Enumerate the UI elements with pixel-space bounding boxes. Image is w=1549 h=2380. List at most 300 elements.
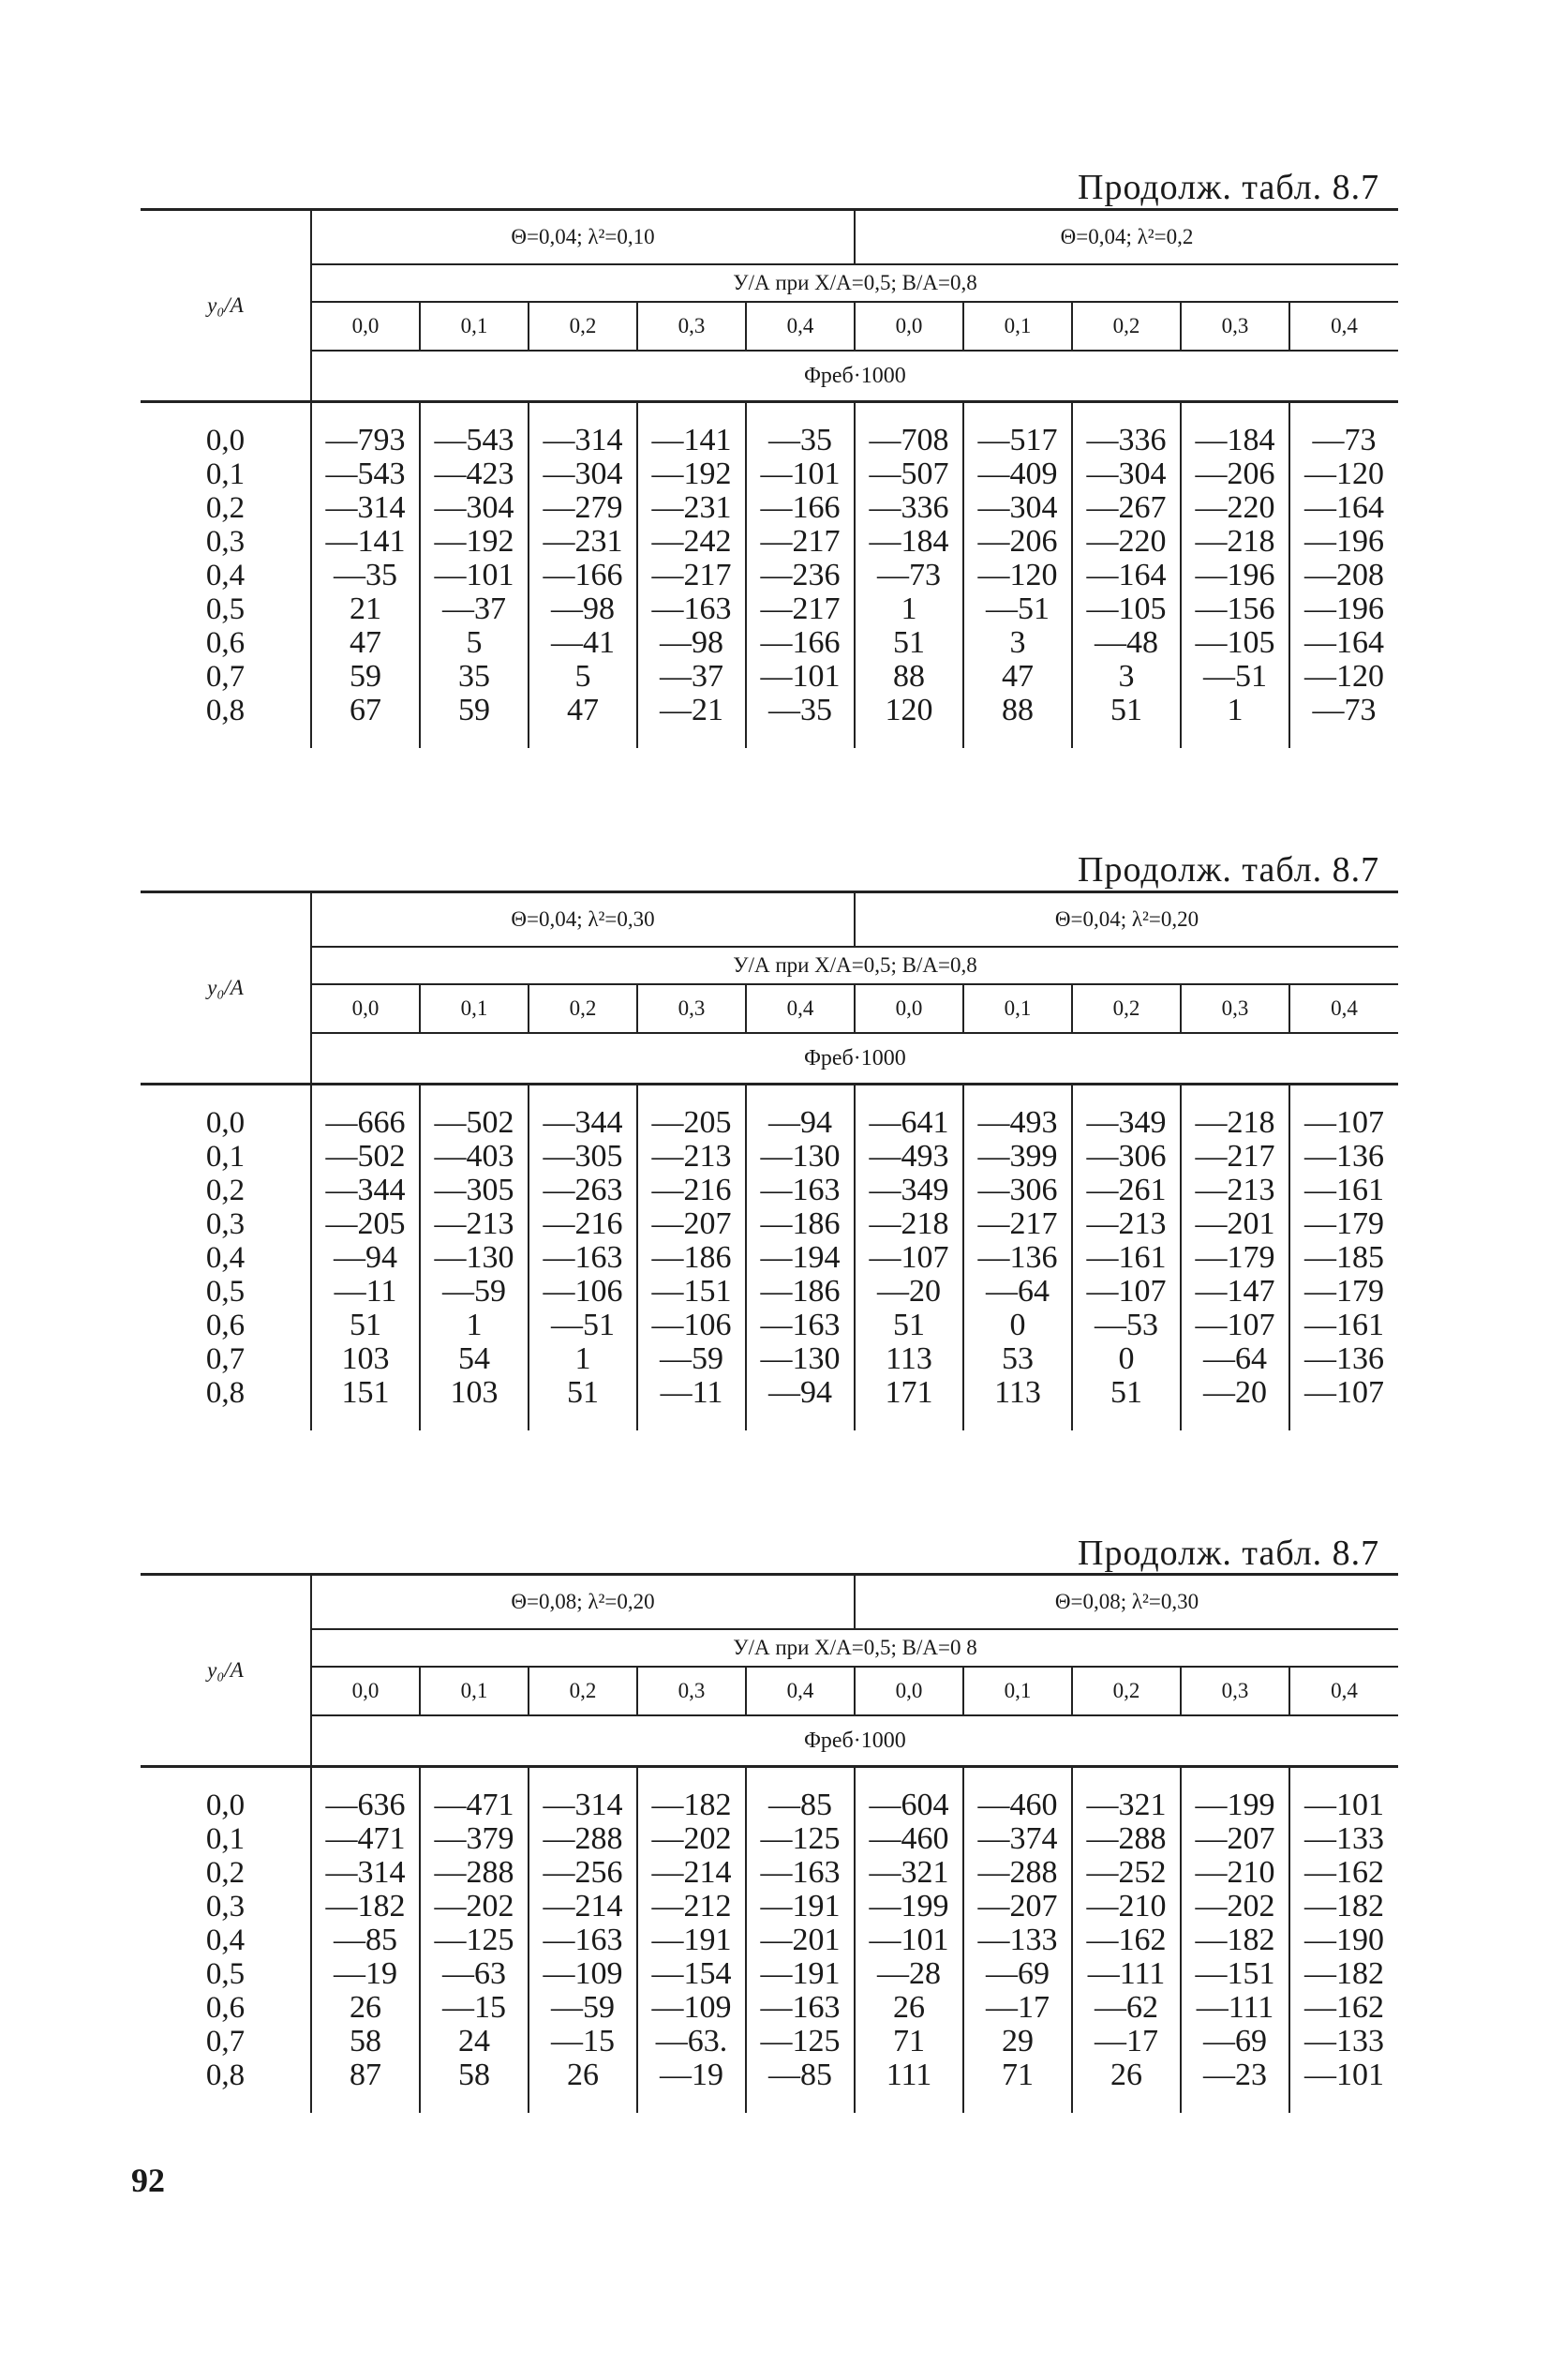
- table-cell: —21: [637, 694, 746, 748]
- table-cell: —708: [855, 403, 963, 457]
- table-cell: —184: [855, 525, 963, 559]
- group-header-right: Θ=0,08; λ²=0,30: [855, 1576, 1398, 1629]
- table-cell: —163: [746, 1309, 855, 1342]
- table-cell: —141: [311, 525, 420, 559]
- row-label: 0,1: [205, 1822, 246, 1856]
- table-cell: —321: [855, 1856, 963, 1890]
- table-cell: —242: [637, 525, 746, 559]
- table-cell: —136: [1289, 1342, 1398, 1376]
- table-cell: —349: [1072, 1085, 1181, 1140]
- table-row: [141, 1342, 1398, 1376]
- table-row: [141, 1207, 1398, 1241]
- table-cell: —304: [529, 457, 637, 491]
- table-cell: —15: [420, 1991, 529, 2025]
- table-cell: —125: [420, 1923, 529, 1957]
- column-header: 0,1: [420, 1667, 529, 1715]
- table-cell: —11: [311, 1275, 420, 1309]
- table-cell: —206: [963, 525, 1072, 559]
- table-cell: 88: [855, 660, 963, 694]
- table-cell: —136: [963, 1241, 1072, 1275]
- table-cell: —304: [420, 491, 529, 525]
- table-cell: —28: [855, 1957, 963, 1991]
- table-cell: 29: [963, 2025, 1072, 2058]
- column-header: 0,2: [1072, 984, 1181, 1033]
- table-cell: —288: [420, 1856, 529, 1890]
- table-row: [141, 626, 1398, 660]
- table-cell: 58: [311, 2025, 420, 2058]
- column-header: 0,3: [637, 1667, 746, 1715]
- table-cell: —141: [637, 403, 746, 457]
- table-cell: —17: [963, 1991, 1072, 2025]
- table-cell: —212: [637, 1890, 746, 1923]
- column-header: 0,0: [855, 302, 963, 351]
- table-cell: —252: [1072, 1856, 1181, 1890]
- table-cell: —201: [746, 1923, 855, 1957]
- table-cell: —202: [420, 1890, 529, 1923]
- table-cell: 1: [855, 592, 963, 626]
- table-cell: —196: [1181, 559, 1289, 592]
- table-cell: —94: [746, 1085, 855, 1140]
- table-cell: 113: [855, 1342, 963, 1376]
- table-cell: 67: [311, 694, 420, 748]
- table-cell: 120: [855, 694, 963, 748]
- table-cell: —162: [1289, 1991, 1398, 2025]
- table-cell: —213: [1181, 1174, 1289, 1207]
- table-cell: —206: [1181, 457, 1289, 491]
- table-cell: 59: [311, 660, 420, 694]
- table-cell: —20: [1181, 1376, 1289, 1430]
- column-header: 0,3: [1181, 984, 1289, 1033]
- column-header: 0,3: [1181, 302, 1289, 351]
- table-cell: —163: [529, 1241, 637, 1275]
- table-cell: —217: [746, 592, 855, 626]
- table-cell: —793: [311, 403, 420, 457]
- table-cell: —73: [1289, 694, 1398, 748]
- table-cell: —202: [1181, 1890, 1289, 1923]
- table-cell: —133: [1289, 2025, 1398, 2058]
- phi-label: Φреб·1000: [311, 1033, 1398, 1085]
- table-cell: —460: [855, 1822, 963, 1856]
- table-cell: 1: [529, 1342, 637, 1376]
- page-number: 92: [131, 2162, 165, 2199]
- table-cell: —336: [855, 491, 963, 525]
- table-cell: —85: [746, 2058, 855, 2113]
- column-header: 0,0: [311, 302, 420, 351]
- table-cell: —217: [746, 525, 855, 559]
- table-cell: 5: [529, 660, 637, 694]
- group-header-left: Θ=0,04; λ²=0,30: [511, 907, 655, 931]
- table-cell: 103: [420, 1376, 529, 1430]
- table-cell: —179: [1181, 1241, 1289, 1275]
- table-row: [141, 2025, 1398, 2058]
- row-label: 0,5: [205, 1957, 246, 1991]
- column-header: 0,3: [637, 302, 746, 351]
- table-cell: 0: [1072, 1342, 1181, 1376]
- table-cell: —166: [529, 559, 637, 592]
- column-header: 0,1: [963, 1667, 1072, 1715]
- table-cell: —111: [1072, 1957, 1181, 1991]
- table-cell: —279: [529, 491, 637, 525]
- table-cell: —107: [1181, 1309, 1289, 1342]
- table-cell: —399: [963, 1140, 1072, 1174]
- row-label: 0,4: [205, 1241, 246, 1275]
- row-label: 0,3: [205, 1207, 246, 1241]
- table-cell: —98: [637, 626, 746, 660]
- table-cell: —218: [1181, 525, 1289, 559]
- table-cell: —256: [529, 1856, 637, 1890]
- table-row: [141, 525, 1398, 559]
- column-header: 0,4: [1289, 1667, 1398, 1715]
- table-cell: 24: [420, 2025, 529, 2058]
- table-cell: —288: [529, 1822, 637, 1856]
- table-cell: —23: [1181, 2058, 1289, 2113]
- row-label: 0,4: [205, 1923, 246, 1957]
- table-cell: —125: [746, 2025, 855, 2058]
- table-cell: —107: [1289, 1376, 1398, 1430]
- table-cell: —217: [1181, 1140, 1289, 1174]
- table-cell: —20: [855, 1275, 963, 1309]
- table-cell: —101: [1289, 2058, 1398, 2113]
- table-cell: —199: [855, 1890, 963, 1923]
- column-header: 0,0: [855, 1667, 963, 1715]
- table-cell: —306: [963, 1174, 1072, 1207]
- table-cell: 111: [855, 2058, 963, 2113]
- table-cell: —186: [746, 1275, 855, 1309]
- table-cell: 51: [1072, 694, 1181, 748]
- table-cell: —109: [637, 1991, 746, 2025]
- row-header-label: y₀/A: [141, 1576, 311, 1767]
- column-header: 0,2: [529, 1667, 637, 1715]
- table-cell: —423: [420, 457, 529, 491]
- table-cell: —19: [637, 2058, 746, 2113]
- table-cell: —125: [746, 1822, 855, 1856]
- table-caption: Продолж. табл. 8.7: [1078, 168, 1380, 207]
- table-cell: 26: [311, 1991, 420, 2025]
- row-label: 0,7: [205, 660, 246, 694]
- row-label: 0,3: [205, 1890, 246, 1923]
- table-cell: —196: [1289, 525, 1398, 559]
- table-cell: —59: [529, 1991, 637, 2025]
- table-cell: —51: [529, 1309, 637, 1342]
- table-cell: —201: [1181, 1207, 1289, 1241]
- table-cell: —179: [1289, 1275, 1398, 1309]
- table-cell: —133: [963, 1923, 1072, 1957]
- table-cell: 88: [963, 694, 1072, 748]
- table-cell: —94: [311, 1241, 420, 1275]
- table-cell: —161: [1072, 1241, 1181, 1275]
- column-header: 0,4: [746, 302, 855, 351]
- table-cell: —107: [1072, 1275, 1181, 1309]
- table-cell: —305: [529, 1140, 637, 1174]
- table-cell: —41: [529, 626, 637, 660]
- table-cell: 1: [1181, 694, 1289, 748]
- column-header: 0,0: [855, 984, 963, 1033]
- table-cell: —344: [529, 1085, 637, 1140]
- table-row: [141, 1923, 1398, 1957]
- table-row: [141, 1140, 1398, 1174]
- table-cell: —207: [637, 1207, 746, 1241]
- table-cell: 51: [855, 1309, 963, 1342]
- group-header-right: Θ=0,04; λ²=0,20: [855, 893, 1398, 947]
- table-cell: —151: [637, 1275, 746, 1309]
- table-cell: —101: [1289, 1768, 1398, 1822]
- table-cell: —471: [311, 1822, 420, 1856]
- table-cell: 59: [420, 694, 529, 748]
- phi-label: Φреб·1000: [311, 351, 1398, 402]
- table-cell: —73: [855, 559, 963, 592]
- table-cell: —35: [746, 694, 855, 748]
- table-cell: 47: [311, 626, 420, 660]
- table-cell: —85: [311, 1923, 420, 1957]
- table-cell: —190: [1289, 1923, 1398, 1957]
- table-cell: —182: [1289, 1957, 1398, 1991]
- table-cell: —493: [963, 1085, 1072, 1140]
- table-row: [141, 1822, 1398, 1856]
- table-cell: 5: [420, 626, 529, 660]
- table-cell: —101: [746, 660, 855, 694]
- table-cell: —199: [1181, 1768, 1289, 1822]
- table-cell: —236: [746, 559, 855, 592]
- table-cell: —133: [1289, 1822, 1398, 1856]
- row-label: 0,8: [205, 2058, 246, 2092]
- table-cell: —306: [1072, 1140, 1181, 1174]
- table-cell: —35: [746, 403, 855, 457]
- group-header-right: Θ=0,04; λ²=0,2: [855, 211, 1398, 264]
- table-cell: —164: [1289, 491, 1398, 525]
- table-cell: —502: [311, 1140, 420, 1174]
- column-header: 0,1: [963, 984, 1072, 1033]
- table-row: [141, 694, 1398, 748]
- table-row: [141, 1085, 1398, 1140]
- table-cell: —194: [746, 1241, 855, 1275]
- column-header: 0,0: [311, 984, 420, 1033]
- table-cell: —59: [637, 1342, 746, 1376]
- table-cell: 171: [855, 1376, 963, 1430]
- table-cell: 47: [963, 660, 1072, 694]
- row-label: 0,0: [205, 1789, 246, 1822]
- table-row: [141, 1376, 1398, 1430]
- table-cell: —130: [420, 1241, 529, 1275]
- column-header: 0,3: [637, 984, 746, 1033]
- column-header: 0,4: [746, 1667, 855, 1715]
- table-row: [141, 1275, 1398, 1309]
- table-cell: —471: [420, 1768, 529, 1822]
- table-cell: —304: [963, 491, 1072, 525]
- table-cell: 26: [529, 2058, 637, 2113]
- column-header: 0,4: [746, 984, 855, 1033]
- table-cell: —210: [1072, 1890, 1181, 1923]
- table-row: [141, 1241, 1398, 1275]
- table-cell: 0: [963, 1309, 1072, 1342]
- column-header: 0,1: [963, 302, 1072, 351]
- table-cell: —163: [746, 1991, 855, 2025]
- table-cell: —120: [963, 559, 1072, 592]
- table-cell: —161: [1289, 1309, 1398, 1342]
- table-cell: 151: [311, 1376, 420, 1430]
- table-cell: —207: [1181, 1822, 1289, 1856]
- row-label: 0,8: [205, 694, 246, 727]
- table-cell: —101: [746, 457, 855, 491]
- table-cell: —161: [1289, 1174, 1398, 1207]
- row-label: 0,6: [205, 626, 246, 660]
- table-row: [141, 1957, 1398, 1991]
- table-cell: —162: [1289, 1856, 1398, 1890]
- table-cell: —51: [963, 592, 1072, 626]
- table-cell: —666: [311, 1085, 420, 1140]
- table-cell: —220: [1181, 491, 1289, 525]
- table-row: [141, 1991, 1398, 2025]
- row-label: 0,5: [205, 1275, 246, 1309]
- table-cell: —267: [1072, 491, 1181, 525]
- table-cell: —321: [1072, 1768, 1181, 1822]
- table-cell: —166: [746, 491, 855, 525]
- table-cell: —192: [637, 457, 746, 491]
- row-label: 0,2: [205, 491, 246, 525]
- table-cell: 71: [963, 2058, 1072, 2113]
- table-cell: —105: [1072, 592, 1181, 626]
- table-cell: 51: [311, 1309, 420, 1342]
- row-label: 0,2: [205, 1174, 246, 1207]
- table-cell: 113: [963, 1376, 1072, 1430]
- data-table: [141, 208, 1398, 748]
- table-cell: —166: [746, 626, 855, 660]
- table-cell: —344: [311, 1174, 420, 1207]
- table-cell: —213: [637, 1140, 746, 1174]
- row-label: 0,0: [205, 424, 246, 457]
- table-cell: —11: [637, 1376, 746, 1430]
- table-cell: —288: [1072, 1822, 1181, 1856]
- table-cell: —543: [420, 403, 529, 457]
- row-label: 0,1: [205, 1140, 246, 1174]
- table-cell: —205: [311, 1207, 420, 1241]
- row-label: 0,7: [205, 1342, 246, 1376]
- table-cell: —48: [1072, 626, 1181, 660]
- table-cell: —543: [311, 457, 420, 491]
- table-cell: —182: [637, 1768, 746, 1822]
- table-cell: —186: [746, 1207, 855, 1241]
- table-cell: —163: [746, 1174, 855, 1207]
- table-cell: —191: [746, 1890, 855, 1923]
- table-cell: —216: [637, 1174, 746, 1207]
- table-cell: —231: [529, 525, 637, 559]
- table-row: [141, 660, 1398, 694]
- table-row: [141, 403, 1398, 457]
- table-cell: —147: [1181, 1275, 1289, 1309]
- table-cell: 51: [855, 626, 963, 660]
- table-cell: —191: [746, 1957, 855, 1991]
- table-cell: 47: [529, 694, 637, 748]
- table-cell: —218: [1181, 1085, 1289, 1140]
- table-cell: —69: [1181, 2025, 1289, 2058]
- table-row: [141, 1890, 1398, 1923]
- table-cell: —111: [1181, 1991, 1289, 2025]
- table-cell: 58: [420, 2058, 529, 2113]
- table-cell: —101: [855, 1923, 963, 1957]
- table-cell: 26: [855, 1991, 963, 2025]
- table-cell: —59: [420, 1275, 529, 1309]
- table-cell: —460: [963, 1768, 1072, 1822]
- table-cell: —314: [311, 1856, 420, 1890]
- column-header: 0,3: [1181, 1667, 1289, 1715]
- table-cell: —106: [637, 1309, 746, 1342]
- table-cell: —63: [420, 1957, 529, 1991]
- table-cell: —185: [1289, 1241, 1398, 1275]
- table-cell: —288: [963, 1856, 1072, 1890]
- table-cell: —64: [963, 1275, 1072, 1309]
- table-cell: —98: [529, 592, 637, 626]
- table-cell: —163: [529, 1923, 637, 1957]
- column-header: 0,2: [1072, 302, 1181, 351]
- row-label: 0,8: [205, 1376, 246, 1410]
- table-cell: —53: [1072, 1309, 1181, 1342]
- column-header: 0,4: [1289, 302, 1398, 351]
- table-cell: —192: [420, 525, 529, 559]
- table-cell: —73: [1289, 403, 1398, 457]
- table-cell: —182: [1289, 1890, 1398, 1923]
- table-cell: 1: [420, 1309, 529, 1342]
- column-header: 0,2: [1072, 1667, 1181, 1715]
- parameter-line: У/А при X/A=0,5; B/A=0,8: [311, 947, 1398, 984]
- table-row: [141, 2058, 1398, 2113]
- table-cell: 53: [963, 1342, 1072, 1376]
- row-label: 0,7: [205, 2025, 246, 2058]
- table-cell: 51: [1072, 1376, 1181, 1430]
- table-cell: —62: [1072, 1991, 1181, 2025]
- table-row: [141, 592, 1398, 626]
- table-cell: —314: [311, 491, 420, 525]
- table-cell: —164: [1072, 559, 1181, 592]
- table-cell: —641: [855, 1085, 963, 1140]
- table-cell: —213: [1072, 1207, 1181, 1241]
- table-cell: —196: [1289, 592, 1398, 626]
- table-cell: 3: [963, 626, 1072, 660]
- row-label: 0,0: [205, 1106, 246, 1140]
- table-cell: —409: [963, 457, 1072, 491]
- table-cell: —51: [1181, 660, 1289, 694]
- table-cell: —263: [529, 1174, 637, 1207]
- table-cell: 54: [420, 1342, 529, 1376]
- row-label: 0,4: [205, 559, 246, 592]
- table-cell: —163: [746, 1856, 855, 1890]
- table-cell: —314: [529, 1768, 637, 1822]
- table-cell: —106: [529, 1275, 637, 1309]
- table-cell: —374: [963, 1822, 1072, 1856]
- table-cell: —69: [963, 1957, 1072, 1991]
- table-cell: —305: [420, 1174, 529, 1207]
- table-cell: —304: [1072, 457, 1181, 491]
- table-cell: —120: [1289, 660, 1398, 694]
- table-cell: —210: [1181, 1856, 1289, 1890]
- table-cell: —17: [1072, 2025, 1181, 2058]
- table-cell: —154: [637, 1957, 746, 1991]
- table-row: [141, 491, 1398, 525]
- table-cell: —107: [1289, 1085, 1398, 1140]
- row-label: 0,5: [205, 592, 246, 626]
- table-cell: —261: [1072, 1174, 1181, 1207]
- table-cell: —151: [1181, 1957, 1289, 1991]
- table-cell: —130: [746, 1140, 855, 1174]
- table-cell: —208: [1289, 559, 1398, 592]
- table-cell: —314: [529, 403, 637, 457]
- table-cell: —19: [311, 1957, 420, 1991]
- table-cell: 51: [529, 1376, 637, 1430]
- table-cell: —636: [311, 1768, 420, 1822]
- table-cell: —109: [529, 1957, 637, 1991]
- column-header: 0,2: [529, 984, 637, 1033]
- row-label: 0,3: [205, 525, 246, 559]
- table-cell: 26: [1072, 2058, 1181, 2113]
- table-cell: —214: [529, 1890, 637, 1923]
